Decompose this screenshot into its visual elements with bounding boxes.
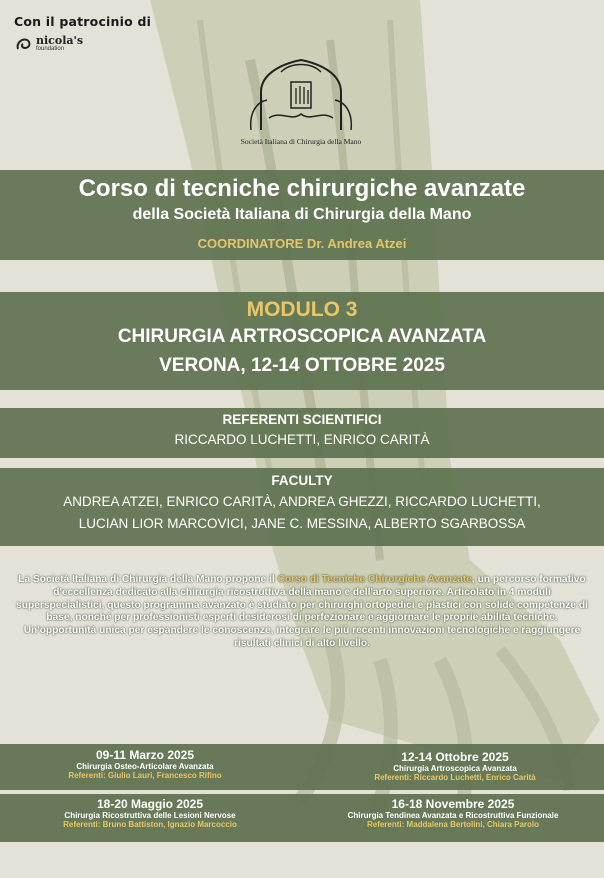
- schedule-card: [330, 750, 580, 782]
- schedule-date: 16-18 Novembre 2025: [391, 797, 515, 811]
- schedule-title: Chirurgia Ricostruttiva delle Lesioni Nervose: [64, 811, 236, 820]
- description-highlight: Corso di Tecniche Chirurgiche Avanzate: [277, 574, 472, 585]
- sponsor-block: [14, 14, 151, 55]
- schedule-title: Chirurgia Artroscopica Avanzata: [393, 764, 517, 773]
- schedule-card: [318, 797, 588, 829]
- schedule-title: Chirurgia Osteo-Articolare Avanzata: [76, 762, 214, 771]
- schedule-card: [30, 797, 270, 829]
- sponsor-label: Con il patrocinio di: [14, 14, 152, 29]
- schedule-referents: Referenti: Riccardo Luchetti, Enrico Carità: [374, 773, 536, 782]
- course-subtitle: della Società Italiana di Chirurgia della Mano: [132, 206, 472, 223]
- faculty-heading: FACULTY: [271, 473, 333, 488]
- foundation-swirl-icon: [14, 35, 34, 55]
- foundation-subtitle: foundation: [36, 46, 65, 52]
- description-part-3: Un'opportunità unica per espandere le conoscenze, integrare le più recenti innovazioni tecnologiche e raggiungere risultati clinici di alto livello.: [23, 625, 581, 649]
- module-location-date: VERONA, 12-14 OTTOBRE 2025: [159, 355, 445, 376]
- course-description: [16, 574, 588, 651]
- description-part-2: , un percorso formativo d'eccellenza dedicato alla chirurgia ricostruttiva della mano e dell'arto superiore. Articolato in 4 moduli superspecialistici, questo programma avanzato è studiato per chirurghi ortopedici e plastici con solide competenze di base, nonché per professionisti esperti desiderosi di perfezionare e aggiornare le proprie abilità tecniche.: [16, 574, 588, 624]
- module-name: CHIRURGIA ARTROSCOPICA AVANZATA: [117, 326, 487, 347]
- schedule-referents: Referenti: Giulio Lauri, Francesco Rifino: [68, 771, 222, 780]
- referents-names: RICCARDO LUCHETTI, ENRICO CARITÀ: [174, 432, 430, 447]
- course-title: Corso di tecniche chirurgiche avanzate: [78, 175, 526, 202]
- schedule-date: 12-14 Ottobre 2025: [401, 750, 509, 764]
- referents-heading: REFERENTI SCIENTIFICI: [222, 412, 382, 427]
- society-logo: [236, 52, 366, 146]
- schedule-date: 18-20 Maggio 2025: [96, 797, 204, 811]
- description-part-1: La Società Italiana di Chirurgia della Mano propone il: [18, 574, 278, 585]
- foundation-logo: [14, 35, 151, 55]
- schedule-referents: Referenti: Maddalena Bertolini, Chiara Parolo: [366, 820, 540, 829]
- faculty-line-1: ANDREA ATZEI, ENRICO CARITÀ, ANDREA GHEZZI, RICCARDO LUCHETTI,: [63, 494, 541, 509]
- foundation-name: nicola's: [36, 34, 84, 47]
- schedule-card: [30, 748, 260, 780]
- schedule-referents: Referenti: Bruno Battiston, Ignazio Marcoccio: [63, 820, 237, 829]
- module-number: MODULO 3: [246, 298, 358, 321]
- faculty-line-2: LUCIAN LIOR MARCOVICI, JANE C. MESSINA, ALBERTO SGARBOSSA: [78, 516, 526, 531]
- schedule-date: 09-11 Marzo 2025: [95, 748, 195, 762]
- coordinator: COORDINATORE Dr. Andrea Atzei: [197, 236, 407, 251]
- society-name: Società Italiana di Chirurgia della Mano: [240, 137, 362, 146]
- hand-crest-icon: [241, 52, 361, 136]
- schedule-title: Chirurgia Tendinea Avanzata e Ricostruttiva Funzionale: [347, 811, 559, 820]
